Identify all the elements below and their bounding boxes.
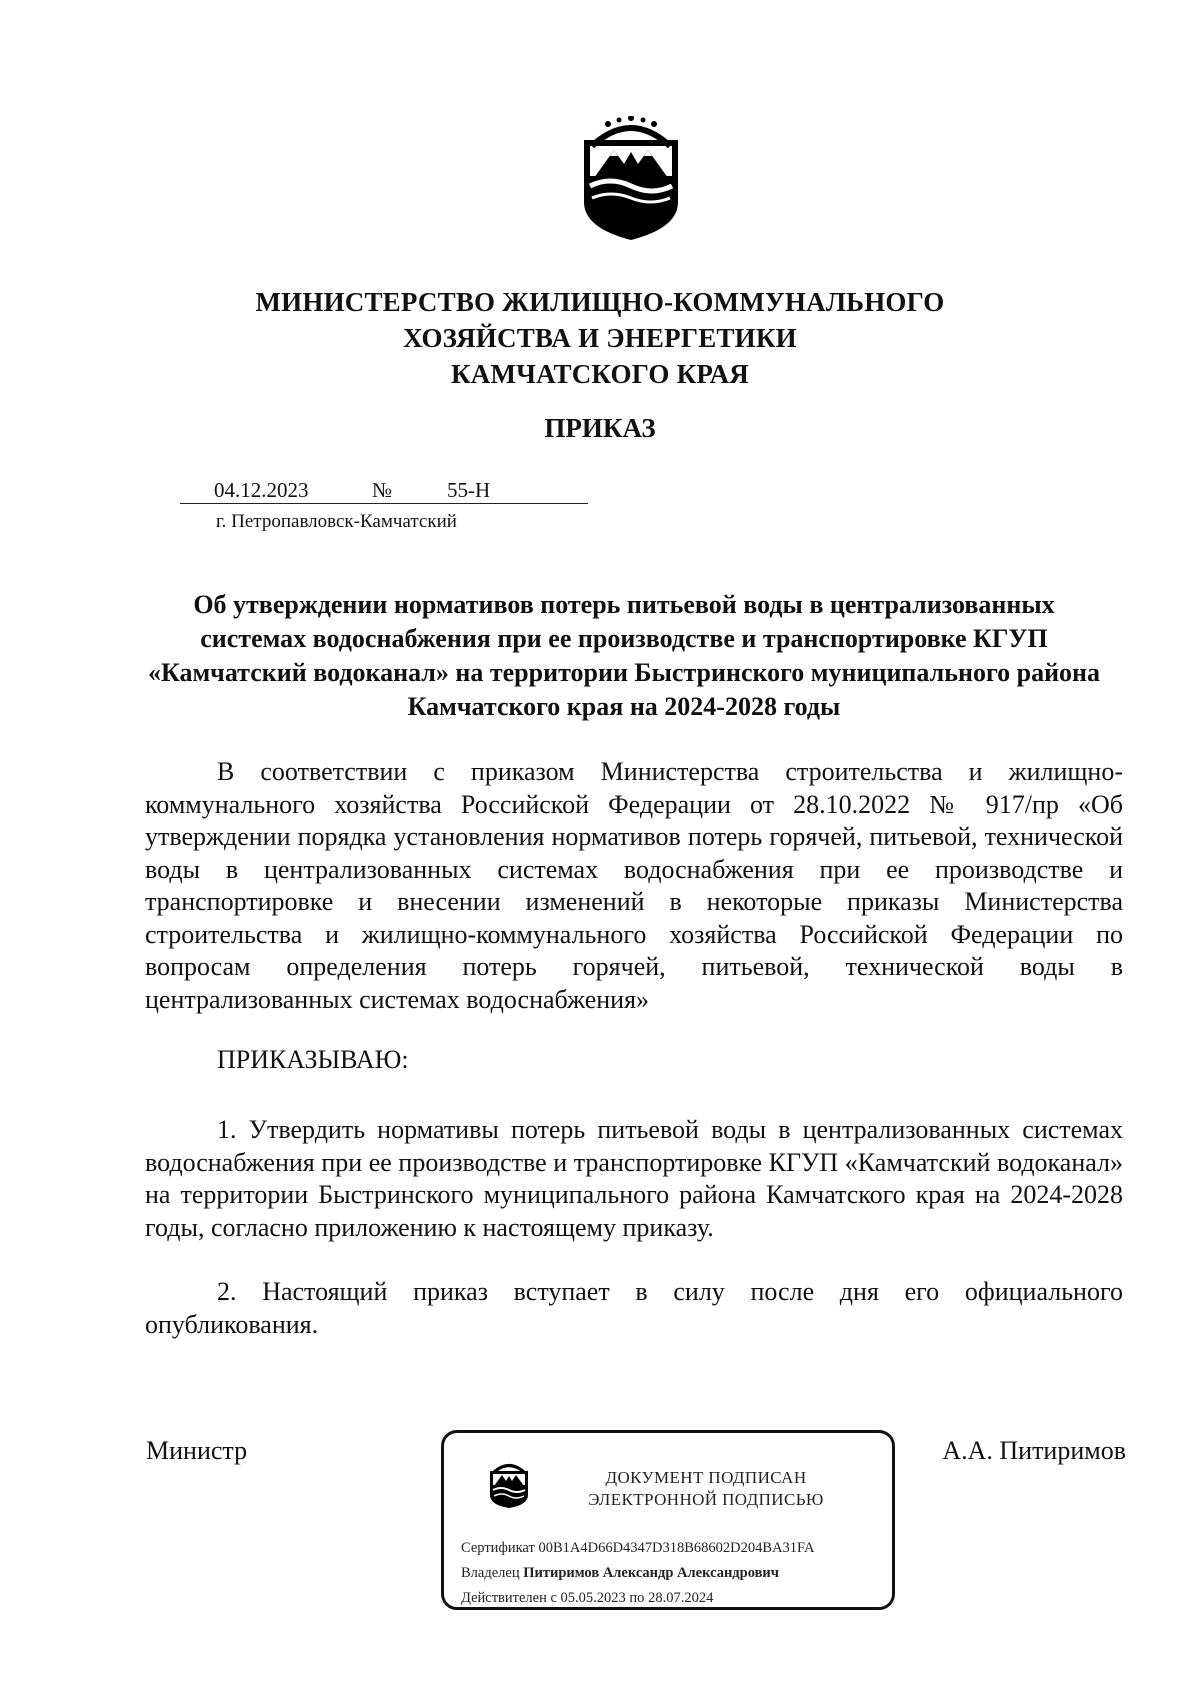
- ministry-line-3: КАМЧАТСКОГО КРАЯ: [451, 359, 749, 389]
- stamp-coat-of-arms-icon: [488, 1461, 530, 1509]
- stamp-certificate: [461, 1539, 815, 1557]
- stamp-validity: [461, 1589, 713, 1607]
- requisites-underline: [180, 503, 588, 504]
- valid-to-date: 28.07.2024: [648, 1590, 714, 1606]
- order-number: 55-Н: [447, 478, 491, 502]
- order-subject: Об утверждении нормативов потерь питьевой воды в централизованных системах водоснабжения при ее производстве и транспортировке КГУП «Камчатский водоканал» на территории Быстринского муниципального района Камчатского края на 2024-2028 годы: [147, 590, 1101, 721]
- electronic-signature-stamp: [441, 1430, 895, 1610]
- valid-to-label: по: [629, 1590, 645, 1606]
- ministry-line-1: МИНИСТЕРСТВО ЖИЛИЩНО-КОММУНАЛЬНОГО: [255, 287, 945, 317]
- ministry-line-2: ХОЗЯЙСТВА И ЭНЕРГЕТИКИ: [403, 323, 797, 353]
- owner-label: Владелец: [461, 1565, 520, 1581]
- order-item-2: 2. Настоящий приказ вступает в силу после дня его официального опубликования.: [145, 1277, 1123, 1339]
- signer-position: Министр: [146, 1436, 248, 1465]
- owner-value: Питиримов Александр Александрович: [523, 1565, 779, 1581]
- order-word: ПРИКАЗЫВАЮ:: [217, 1045, 409, 1074]
- stamp-owner: [461, 1564, 779, 1582]
- valid-from-date: 05.05.2023: [560, 1590, 626, 1606]
- order-item-1: 1. Утвердить нормативы потерь питьевой воды в централизованных системах водоснабжения при ее производстве и транспортировке КГУП «Камчатский водоканал» на территории Быстринского муниципального района Камчатского края на 2024-2028 годы, согласно приложению к настоящему приказу.: [145, 1115, 1123, 1242]
- issue-city: г. Петропавловск-Камчатский: [216, 511, 457, 532]
- doc-type-title: ПРИКАЗ: [544, 413, 656, 443]
- stamp-heading-line-1: ДОКУМЕНТ ПОДПИСАН: [605, 1468, 807, 1487]
- valid-from-label: Действителен с: [461, 1590, 557, 1606]
- ministry-name: [150, 284, 1050, 392]
- certificate-label: Сертификат: [461, 1540, 535, 1556]
- stamp-heading-line-2: ЭЛЕКТРОННОЙ ПОДПИСЬЮ: [588, 1490, 824, 1509]
- number-sign: №: [372, 478, 393, 502]
- order-date: 04.12.2023: [214, 478, 309, 502]
- stamp-heading: [556, 1467, 856, 1511]
- coat-of-arms-icon: [578, 116, 684, 244]
- certificate-value: 00B1A4D66D4347D318B68602D204BA31FA: [538, 1540, 815, 1556]
- signer-name: А.А. Питиримов: [942, 1436, 1126, 1465]
- preamble-paragraph: В соответствии с приказом Министерства строительства и жилищно-коммунального хозяйства Российской Федерации от 28.10.2022 № 917/пр «Об утверждении порядка установления нормативов потерь горячей, питьевой, технической воды в централизованных системах водоснабжения при ее производстве и транспортировке и внесении изменений в некоторые приказы Министерства строительства и жилищно-коммунального хозяйства Российской Федерации по вопросам определения потерь горячей, питьевой, технической воды в централизованных системах водоснабжения»: [145, 757, 1123, 1014]
